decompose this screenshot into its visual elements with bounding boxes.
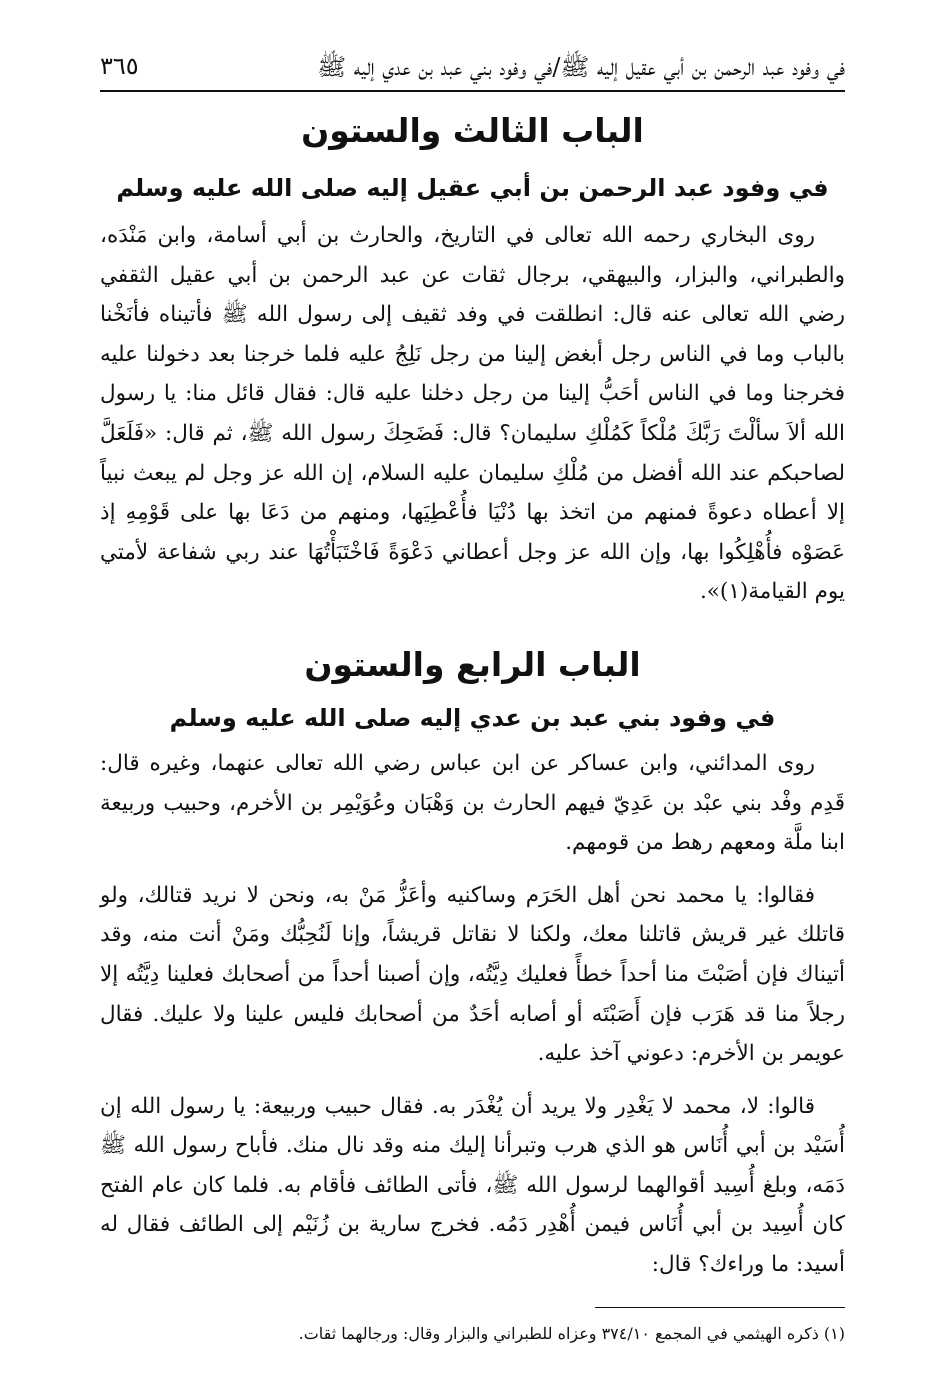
chapter-63-subtitle: في وفود عبد الرحمن بن أبي عقيل إليه صلى الله عليه وسلم — [116, 174, 829, 202]
chapter-63 — [100, 106, 845, 612]
running-header — [100, 40, 845, 92]
chapter-64-paragraph-3: قالوا: لا، محمد لا يَغْدِر ولا يريد أن يُغْدَر به. فقال حبيب وربيعة: يا رسول الله إن أُسَيْد بن أبي أُنَاس هو الذي هرب وتبرأنا إليك منه وقد نال منك. فأباح رسول الله ﷺ دَمَه، وبلغ أُسِيد أقوالهما لرسول الله ﷺ، فأتى الطائف فأقام به. فلما كان عام الفتح كان أُسِيد بن أبي أُنَاس فيمن أُهْدِر دَمُه. فخرج سارية بن زُنَيْم إلى الطائف فقال له أسيد: ما وراءك؟ قال: — [100, 1093, 845, 1278]
chapter-64 — [100, 640, 845, 1285]
page-number: ٣٦٥ — [100, 52, 139, 80]
chapter-64-title: الباب الرابع والستون — [304, 644, 641, 684]
chapter-64-paragraph-1: روى المدائني، وابن عساكر عن ابن عباس رضي الله تعالى عنهما، وغيره قال: قَدِم وفْد بني عبْد بن عَدِيّ فيهم الحارث بن وَهْبَان وعُوَيْمِر بن الأخرم، وحبيب وربيعة ابنا ملَّة ومعهم رهط من قومهم. — [100, 750, 845, 856]
book-page — [100, 40, 845, 1346]
chapter-64-subtitle: في وفود بني عبد بن عدي إليه صلى الله عليه وسلم — [169, 703, 776, 732]
footnote-separator — [595, 1307, 845, 1308]
chapter-64-paragraph-2: فقالوا: يا محمد نحن أهل الحَرَم وساكنيه وأعَزُّ مَنْ به، ونحن لا نريد قتالك، ولو قاتلك غير قريش قاتلنا معك، ولكنا لا نقاتل قريشاً، وإنا لَنُحِبُّك ومَنْ أنت منه، وقد أتيناك فإن أصَبْتَ منا أحداً خطأً فعليك دِيَّتُه، وإن أصبنا أحداً من أصحابك فعلينا دِيَّتُه إلا رجلاً منا قد هَرَب فإن أَصَبْتَه أو أصابه أحَدٌ من أصحابك فليس علينا ولا عليك. فقال عويمر بن الأخرم: دعوني آخذ عليه. — [100, 882, 845, 1067]
footnote-1: (١) ذكره الهيثمي في المجمع ٣٧٤/١٠ وعزاه للطبراني والبزار وقال: ورجالهما ثقات. — [298, 1323, 845, 1343]
chapter-63-paragraph-1: روى البخاري رحمه الله تعالى في التاريخ، والحارث بن أبي أسامة، وابن مَنْدَه، والطبراني، والبزار، والبيهقي، برجال ثقات عن عبد الرحمن بن أبي عقيل الثقفي رضي الله تعالى عنه قال: انطلقت في وفد ثقيف إلى رسول الله ﷺ فأتيناه فأنَخْنا بالباب وما في الناس رجل أبغض إلينا من رجل نَلِجُ عليه فلما خرجنا بعد دخولنا عليه فخرجنا وما في الناس أحَبُّ إلينا من رجل دخلنا عليه قال: فقال قائل منا: يا رسول الله ألاَ سألْتَ رَبَّكَ مُلْكاً كَمُلْكِ سليمان؟ قال: فَضَحِكَ رسول الله ﷺ، ثم قال: «فَلَعَلَّ لصاحبكم عند الله أفضل من مُلْكِ سليمان عليه السلام، إن الله عز وجل لم يبعث نبياً إلا أعطاه دعوةً فمنهم من اتخذ بها دُنْيَا فأُعْطِيَها، ومنهم من دَعَا بها على قَوْمِهِ إذ عَصَوْه فأُهْلِكُوا بها، وإن الله عز وجل أعطاني دَعْوَةً فَاخْتَبَأْتُهَا عند ربي شفاعة لأمتي يوم القيامة(١)». — [100, 223, 845, 605]
running-title: في وفود عبد الرحمن بن أبي عقيل إليه ﷺ/في وفود بني عبد بن عدي إليه ﷺ — [317, 53, 845, 81]
chapter-63-title: الباب الثالث والستون — [301, 111, 644, 150]
